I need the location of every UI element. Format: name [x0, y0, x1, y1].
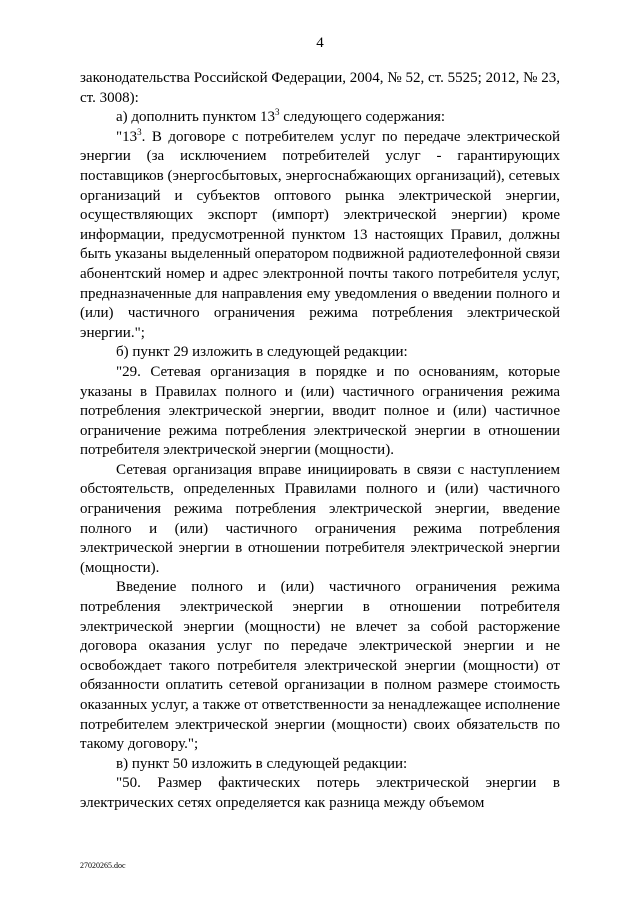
paragraph — [80, 461, 560, 579]
paragraph — [80, 578, 560, 754]
superscript: 3 — [137, 126, 142, 137]
paragraph — [80, 343, 560, 363]
paragraph-text: Сетевая организация вправе инициировать в связи с наступлением обстоятельств, определенных Правилами полного и (или) частичного ограничения режима потребления электрической энергии, введение полного и (или) частичного ограничения режима потребления электрической энергии в отношении потребителя электрической энергии (мощности). — [80, 461, 560, 576]
paragraph-text-cont: следующего содержания: — [279, 109, 446, 126]
paragraph-text: законодательства Российской Федерации, 2004, № 52, ст. 5525; 2012, № 23, ст. 3008): — [80, 70, 560, 106]
paragraph — [80, 108, 560, 128]
footer-filename: 27020265.doc — [80, 861, 126, 870]
paragraph-text: "13 — [116, 128, 138, 145]
paragraph — [80, 755, 560, 775]
paragraph — [80, 363, 560, 461]
paragraph — [80, 128, 560, 344]
paragraph — [80, 774, 560, 813]
paragraph-text: "29. Сетевая организация в порядке и по основаниям, которые указаны в Правилах полного и (или) частичного ограничения режима потребления электрической энергии, вводит полное и (или) частичное ограничение режима потребления электрической энергии в отношении потребителя электрической энергии (мощности). — [80, 363, 560, 459]
paragraph-text-cont: . В договоре с потребителем услуг по передаче электрической энергии (за исключением потребителей услуг - гарантирующих поставщиков (энергосбытовых, энергоснабжающих организаций), сетевых организаций и субъектов оптового рынка электрической энергии, осуществляющих экспорт (импорт) электрической энергии) кроме информации, предусмотренной пунктом 13 настоящих Правил, должны быть указаны выделенный оператором подвижной радиотелефонной связи абонентский номер и адрес электронной почты такого потребителя услуг, предназначенные для направления ему уведомления о введении полного и (или) частичного ограничения режима потребления электрической энергии."; — [80, 128, 560, 341]
paragraph-text: б) пункт 29 изложить в следующей редакции: — [116, 344, 408, 361]
paragraph-text: а) дополнить пунктом 13 — [116, 109, 276, 126]
paragraph — [80, 69, 560, 108]
superscript: 3 — [275, 107, 280, 118]
page-number: 4 — [316, 35, 324, 51]
paragraph-text: в) пункт 50 изложить в следующей редакции: — [116, 755, 408, 772]
paragraph-text: "50. Размер фактических потерь электрической энергии в электрических сетях определяется как разница между объемом — [80, 775, 560, 811]
document-body — [80, 69, 560, 814]
paragraph-text: Введение полного и (или) частичного ограничения режима потребления электрической энергии в отношении потребителя электрической энергии (мощности) не влечет за собой расторжение договора оказания услуг по передаче электрической энергии и не освобождает такого потребителя электрической энергии (мощности) от обязанности оплатить сетевой организации в полном размере стоимость оказанных услуг, а также от ответственности за ненадлежащее исполнение потребителем электрической энергии (мощности) своих обязательств по такому договору."; — [80, 579, 560, 753]
